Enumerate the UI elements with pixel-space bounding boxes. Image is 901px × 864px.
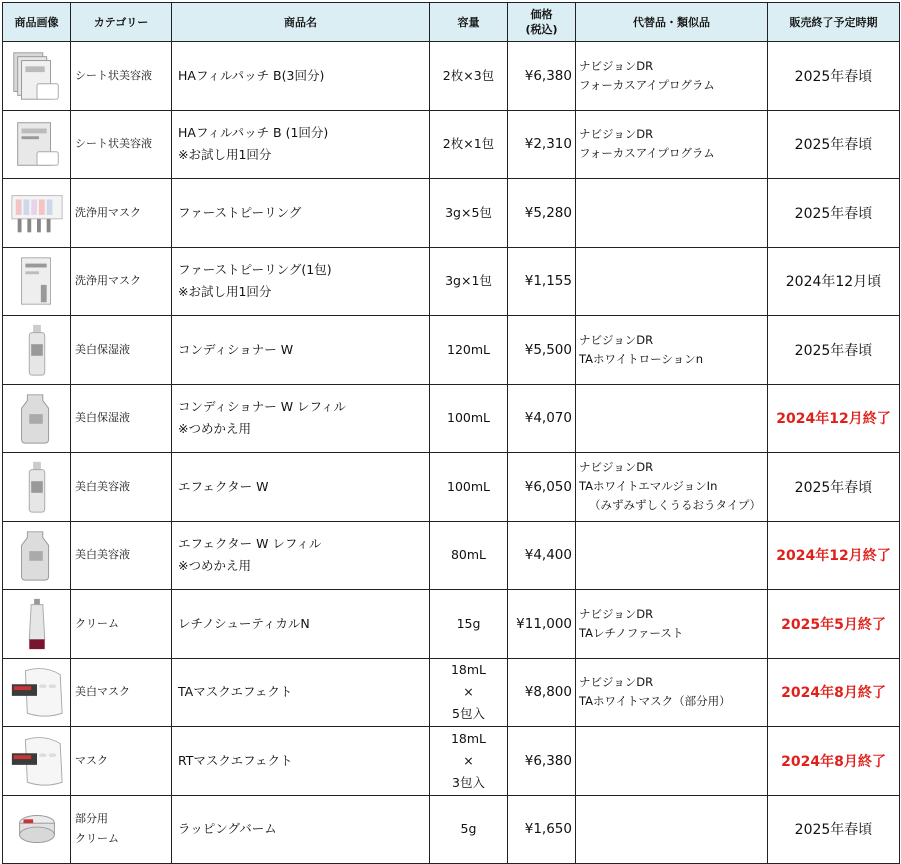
category-text: マスク	[75, 753, 108, 767]
alternative-text: ナビジョンDR	[579, 606, 654, 621]
product-name-cell	[172, 795, 430, 864]
product-name-text: ファーストピーリング(1包)	[178, 262, 332, 278]
peeling-set-icon	[5, 184, 68, 242]
alternative-cell	[576, 453, 768, 522]
alternative-text: TAホワイトローションn	[579, 351, 703, 366]
capacity-text: 3g×1包	[445, 273, 492, 289]
product-name-text: ※つめかえ用	[178, 558, 251, 574]
category-cell	[71, 179, 172, 248]
peeling-trial-icon	[5, 252, 68, 310]
category-cell	[71, 384, 172, 453]
category-text: 美白美容液	[75, 548, 130, 562]
product-name-cell	[172, 42, 430, 111]
alternative-text: フォーカスアイプログラム	[579, 146, 715, 161]
alternative-cell	[576, 521, 768, 590]
product-name-cell	[172, 590, 430, 659]
product-name-text: コンディショナー W レフィル	[178, 399, 347, 415]
capacity-cell	[430, 521, 508, 590]
capacity-text: 15g	[456, 615, 481, 631]
category-cell	[71, 247, 172, 316]
capacity-text: 3g×5包	[445, 204, 492, 220]
price-cell: ¥8,800	[508, 658, 576, 727]
end-date-cell: 2024年8月終了	[768, 658, 900, 727]
product-image-cell	[3, 453, 71, 522]
alternative-text: ナビジョンDR	[579, 332, 654, 347]
capacity-cell	[430, 384, 508, 453]
end-date-cell: 2025年5月終了	[768, 590, 900, 659]
product-name-cell	[172, 453, 430, 522]
capacity-text: 120mL	[447, 341, 490, 357]
category-cell	[71, 453, 172, 522]
product-name-text: コンディショナー W	[178, 341, 294, 357]
category-text: クリーム	[75, 616, 119, 630]
capacity-text: 5g	[460, 821, 477, 837]
alternative-text: （みずみずしくうるおうタイプ）	[589, 498, 762, 513]
price-cell: ¥11,000	[508, 590, 576, 659]
alternative-cell	[576, 384, 768, 453]
product-image-cell	[3, 179, 71, 248]
category-text: クリーム	[75, 832, 119, 846]
price-cell: ¥6,380	[508, 727, 576, 796]
header-alternative: 代替品・類似品	[576, 3, 768, 42]
product-name-cell	[172, 247, 430, 316]
category-cell	[71, 521, 172, 590]
sheet-patch-pack-icon	[5, 47, 68, 105]
capacity-text: 100mL	[447, 478, 490, 494]
capacity-cell	[430, 658, 508, 727]
product-name-text: ※つめかえ用	[178, 421, 251, 437]
balm-jar-icon	[5, 800, 68, 858]
product-name-cell	[172, 727, 430, 796]
cream-tube-icon	[5, 595, 68, 653]
header-name: 商品名	[172, 3, 430, 42]
category-text: 美白保湿液	[75, 411, 130, 425]
category-cell	[71, 658, 172, 727]
capacity-text: 3包入	[452, 774, 485, 790]
alternative-cell	[576, 727, 768, 796]
alternative-text: ナビジョンDR	[579, 58, 654, 73]
end-date-cell: 2024年12月頃	[768, 247, 900, 316]
category-cell	[71, 795, 172, 864]
end-date-cell: 2024年8月終了	[768, 727, 900, 796]
alternative-text: TAレチノファースト	[579, 625, 684, 640]
product-image-cell	[3, 42, 71, 111]
product-image-cell	[3, 521, 71, 590]
category-text: 洗浄用マスク	[75, 274, 141, 288]
price-cell: ¥4,070	[508, 384, 576, 453]
product-name-cell	[172, 521, 430, 590]
alternative-text: ナビジョンDR	[579, 460, 654, 475]
pump-bottle-icon	[5, 458, 68, 516]
category-cell	[71, 727, 172, 796]
price-cell: ¥5,280	[508, 179, 576, 248]
product-image-cell	[3, 110, 71, 179]
header-capacity: 容量	[430, 3, 508, 42]
end-date-cell: 2025年春頃	[768, 795, 900, 864]
price-cell: ¥6,380	[508, 42, 576, 111]
product-name-text: HAフィルパッチ B (1回分)	[178, 125, 329, 141]
price-cell: ¥6,050	[508, 453, 576, 522]
header-image: 商品画像	[3, 3, 71, 42]
product-name-cell	[172, 658, 430, 727]
capacity-text: 5包入	[452, 706, 485, 722]
product-table	[2, 2, 900, 864]
product-image-cell	[3, 247, 71, 316]
product-image-cell	[3, 658, 71, 727]
alternative-cell	[576, 316, 768, 385]
capacity-cell	[430, 316, 508, 385]
capacity-cell	[430, 727, 508, 796]
face-mask-icon	[5, 732, 68, 790]
capacity-text: ×	[463, 684, 474, 700]
category-cell	[71, 590, 172, 659]
end-date-cell: 2025年春頃	[768, 179, 900, 248]
capacity-cell	[430, 110, 508, 179]
product-name-text: RTマスクエフェクト	[178, 752, 293, 768]
table-row	[3, 384, 900, 453]
product-name-cell	[172, 316, 430, 385]
table-row	[3, 110, 900, 179]
price-cell: ¥1,155	[508, 247, 576, 316]
capacity-text: 100mL	[447, 410, 490, 426]
product-name-cell	[172, 110, 430, 179]
product-name-text: HAフィルパッチ B(3回分)	[178, 67, 325, 83]
header-category: カテゴリー	[71, 3, 172, 42]
capacity-cell	[430, 247, 508, 316]
refill-pouch-icon	[5, 526, 68, 584]
product-image-cell	[3, 316, 71, 385]
header-row	[3, 3, 900, 42]
table-row	[3, 453, 900, 522]
end-date-cell: 2025年春頃	[768, 453, 900, 522]
capacity-cell	[430, 42, 508, 111]
category-cell	[71, 110, 172, 179]
alternative-text: フォーカスアイプログラム	[579, 77, 715, 92]
product-image-cell	[3, 795, 71, 864]
end-date-cell: 2025年春頃	[768, 110, 900, 179]
alternative-cell	[576, 795, 768, 864]
category-text: 美白保湿液	[75, 342, 130, 356]
capacity-cell	[430, 795, 508, 864]
product-name-text: TAマスクエフェクト	[178, 684, 293, 700]
capacity-cell	[430, 453, 508, 522]
price-cell: ¥1,650	[508, 795, 576, 864]
refill-pouch-icon	[5, 389, 68, 447]
capacity-text: ×	[463, 752, 474, 768]
product-name-text: エフェクター W	[178, 478, 269, 494]
capacity-cell	[430, 590, 508, 659]
capacity-text: 18mL	[450, 662, 487, 678]
table-row	[3, 316, 900, 385]
alternative-text: TAホワイトマスク（部分用）	[579, 694, 731, 709]
product-name-text: ※お試し用1回分	[178, 147, 272, 163]
capacity-text: 2枚×3包	[442, 67, 495, 83]
product-name-cell	[172, 384, 430, 453]
capacity-cell	[430, 179, 508, 248]
category-cell	[71, 316, 172, 385]
category-text: 美白マスク	[75, 685, 130, 699]
end-date-cell: 2025年春頃	[768, 42, 900, 111]
alternative-cell	[576, 110, 768, 179]
product-name-text: エフェクター W レフィル	[178, 536, 322, 552]
product-name-text: レチノシューティカルN	[178, 615, 310, 631]
end-date-cell: 2024年12月終了	[768, 521, 900, 590]
pump-bottle-icon	[5, 321, 68, 379]
table-row	[3, 590, 900, 659]
table-row	[3, 658, 900, 727]
capacity-text: 80mL	[450, 547, 487, 563]
category-cell	[71, 42, 172, 111]
header-price-label: 価格	[530, 8, 553, 21]
table-row	[3, 179, 900, 248]
product-image-cell	[3, 590, 71, 659]
category-text: シート状美容液	[75, 137, 152, 151]
alternative-cell	[576, 179, 768, 248]
header-price	[508, 3, 576, 42]
header-end: 販売終了予定時期	[768, 3, 900, 42]
price-cell: ¥2,310	[508, 110, 576, 179]
alternative-cell	[576, 658, 768, 727]
face-mask-icon	[5, 663, 68, 721]
capacity-text: 2枚×1包	[442, 136, 495, 152]
product-image-cell	[3, 727, 71, 796]
table-row	[3, 247, 900, 316]
alternative-text: ナビジョンDR	[579, 127, 654, 142]
capacity-text: 18mL	[450, 730, 487, 746]
price-cell: ¥5,500	[508, 316, 576, 385]
table-row	[3, 727, 900, 796]
product-name-text: ファーストピーリング	[178, 204, 302, 220]
alternative-cell	[576, 247, 768, 316]
table-row	[3, 42, 900, 111]
product-name-text: ※お試し用1回分	[178, 284, 272, 300]
product-name-cell	[172, 179, 430, 248]
end-date-cell: 2024年12月終了	[768, 384, 900, 453]
category-text: 美白美容液	[75, 479, 130, 493]
category-text: 洗浄用マスク	[75, 205, 141, 219]
end-date-cell: 2025年春頃	[768, 316, 900, 385]
product-image-cell	[3, 384, 71, 453]
sheet-patch-trial-icon	[5, 115, 68, 173]
category-text: 部分用	[75, 812, 108, 826]
alternative-text: ナビジョンDR	[579, 675, 654, 690]
table-row	[3, 795, 900, 864]
price-cell: ¥4,400	[508, 521, 576, 590]
alternative-text: TAホワイトエマルジョンⅠn	[579, 479, 718, 494]
alternative-cell	[576, 42, 768, 111]
category-text: シート状美容液	[75, 68, 152, 82]
table-row	[3, 521, 900, 590]
header-price-tax: (税込)	[525, 23, 558, 36]
alternative-cell	[576, 590, 768, 659]
product-name-text: ラッピングバーム	[178, 821, 277, 837]
